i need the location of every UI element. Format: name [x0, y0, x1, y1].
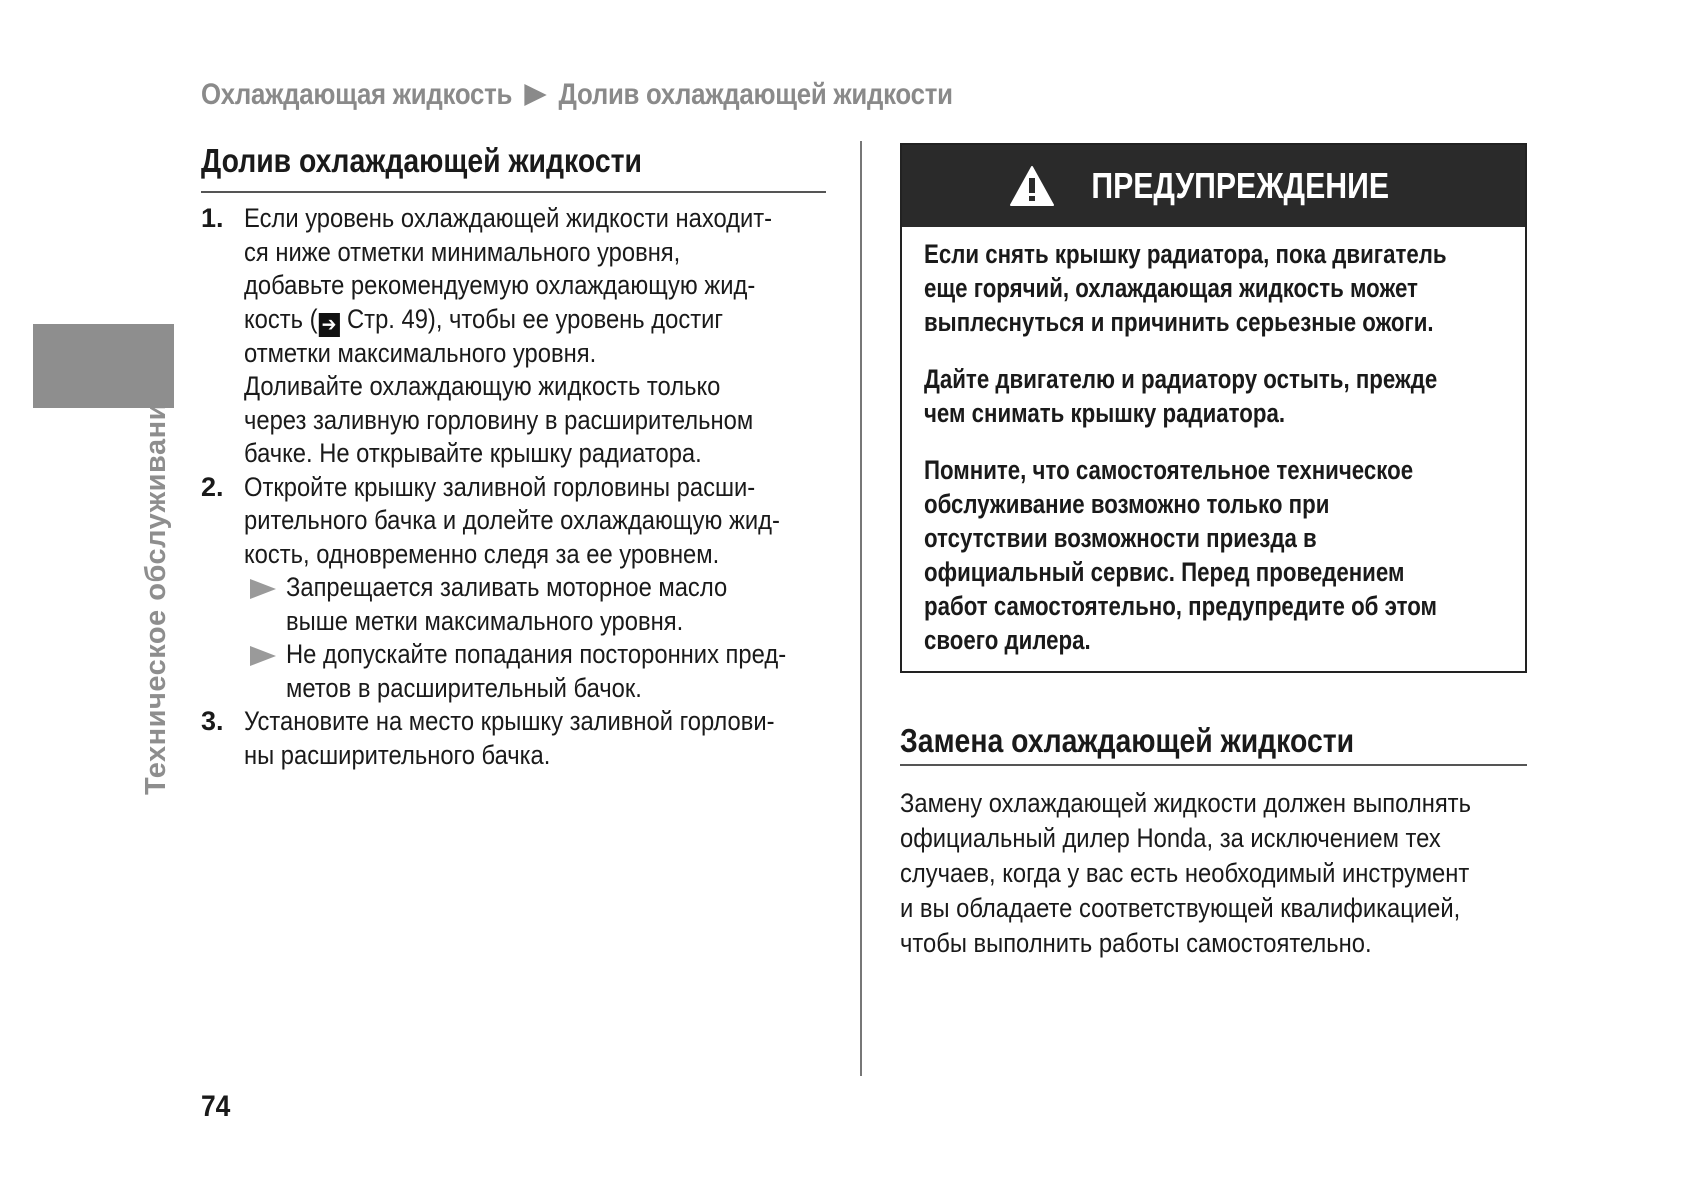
breadcrumb [201, 78, 953, 112]
page-number: 74 [201, 1090, 231, 1123]
body-line: случаев, когда у вас есть необходимый инструмент [900, 858, 1470, 888]
note-line: Запрещается заливать моторное масло [286, 572, 728, 602]
body-line: Замену охлаждающей жидкости должен выполнять [900, 788, 1471, 818]
note-item [244, 571, 841, 638]
step-line: отметки максимального уровня. [244, 337, 597, 368]
step-line: Установите на место крышку заливной горлови- [244, 706, 775, 736]
warning-body [902, 227, 1525, 657]
step-line: ся ниже отметки минимального уровня, [244, 236, 681, 267]
body-line: и вы обладаете соответствующей квалификацией, [900, 893, 1461, 923]
page-reference-icon: ➔ [318, 313, 339, 337]
step-line-part: кость ( [244, 303, 318, 334]
section-title: Долив охлаждающей жидкости [201, 142, 642, 179]
body-line: официальный дилер Honda, за исключением тех [900, 823, 1441, 853]
warning-header [902, 145, 1525, 227]
steps-list [201, 202, 841, 772]
step-line-part: Стр. 49), чтобы ее уровень достиг [347, 303, 724, 334]
breadcrumb-section: Охлаждающая жидкость [201, 78, 513, 111]
note-arrow-icon [250, 646, 276, 666]
chapter-label: Техническое обслуживание [140, 385, 172, 795]
warning-paragraph [924, 453, 1437, 657]
warning-line: обслуживание возможно только при [924, 489, 1330, 519]
note-item [244, 638, 841, 705]
play-arrow-icon [524, 84, 546, 106]
step-number: 1. [201, 203, 224, 233]
step-line: Если уровень охлаждающей жидкости находит- [244, 203, 773, 233]
title-underline [900, 764, 1527, 766]
note-line: выше метки максимального уровня. [286, 605, 684, 636]
step-line: рительного бачка и долейте охлаждающую жид- [244, 505, 780, 535]
step-line: добавьте рекомендуемую охлаждающую жид- [244, 270, 756, 300]
step-2 [201, 471, 841, 706]
breadcrumb-page: Долив охлаждающей жидкости [558, 78, 953, 111]
warning-paragraph [924, 237, 1447, 339]
warning-line: Если снять крышку радиатора, пока двигатель [924, 239, 1447, 269]
step-line: бачке. Не открывайте крышку радиатора. [244, 438, 702, 468]
warning-box [900, 143, 1527, 673]
warning-paragraph [924, 362, 1438, 430]
body-paragraph [900, 786, 1471, 961]
warning-line: работ самостоятельно, предупредите об этом [924, 591, 1437, 621]
warning-line: Помните, что самостоятельное техническое [924, 455, 1414, 485]
step-line: кость, одновременно следя за ее уровнем. [244, 538, 720, 569]
warning-line: еще горячий, охлаждающая жидкость может [924, 273, 1418, 303]
warning-line: официальный сервис. Перед проведением [924, 557, 1405, 587]
note-line: метов в расширительный бачок. [286, 672, 642, 703]
step-1 [201, 202, 841, 471]
step-number: 2. [201, 471, 224, 502]
step-line: Откройте крышку заливной горловины расши- [244, 471, 756, 502]
step-line [244, 303, 769, 337]
warning-line: своего дилера. [924, 625, 1091, 655]
warning-triangle-icon [1009, 165, 1055, 207]
section-title: Замена охлаждающей жидкости [900, 722, 1355, 759]
step-line: ны расширительного бачка. [244, 739, 551, 770]
title-underline [201, 191, 826, 193]
warning-line: выплеснуться и причинить серьезные ожоги. [924, 307, 1434, 337]
warning-label: ПРЕДУПРЕЖДЕНИЕ [1091, 165, 1390, 206]
warning-line: чем снимать крышку радиатора. [924, 398, 1286, 428]
note-arrow-icon [250, 579, 276, 599]
column-divider [860, 141, 862, 1076]
step-line: через заливную горловину в расширительном [244, 404, 754, 435]
warning-line: Дайте двигателю и радиатору остыть, прежде [924, 364, 1438, 394]
note-line: Не допускайте попадания посторонних пред- [286, 639, 787, 669]
warning-line: отсутствии возможности приезда в [924, 523, 1317, 553]
step-line: Доливайте охлаждающую жидкость только [244, 371, 721, 401]
step-number: 3. [201, 706, 224, 736]
step-3 [201, 705, 841, 772]
body-line: чтобы выполнить работы самостоятельно. [900, 928, 1372, 958]
